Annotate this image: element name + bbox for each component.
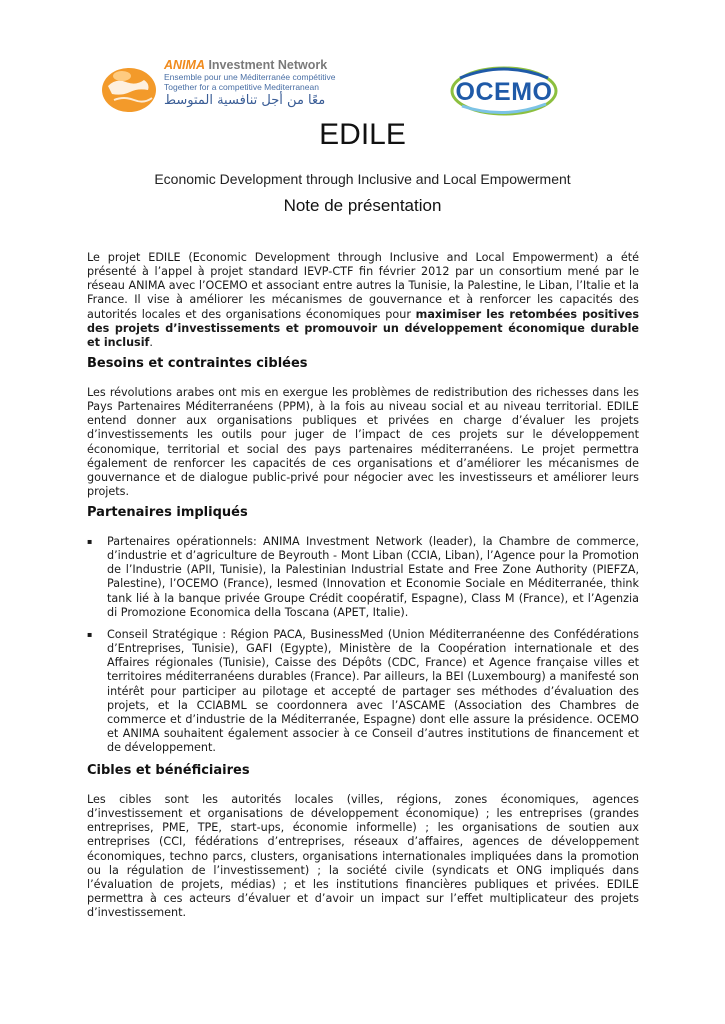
anima-tagline-ar: معًا من أجل تنافسية المتوسط <box>164 93 326 108</box>
anima-logo <box>98 58 348 120</box>
intro-paragraph <box>87 251 639 350</box>
anima-tagline-fr: Ensemble pour une Méditerranée compétitive <box>164 72 336 82</box>
heading-besoins: Besoins et contraintes ciblées <box>87 356 308 371</box>
heading-cibles: Cibles et bénéficiaires <box>87 763 250 778</box>
bullet-square-icon: ▪ <box>87 629 93 639</box>
intro-text-end: . <box>149 335 153 349</box>
partner-text-operational: Partenaires opérationnels: ANIMA Investment Network (leader), la Chambre de commerce, d’industrie et d’agriculture de Beyrouth - Mont Liban (CCIA, Liban), l’Agence pour la Promotion de l’Industrie (APII, Tunisie), la Palestinian Industrial Estate and Free Zone Authority (PIEFZA, Palestine), l’OCEMO (France), Iesmed (Innovation et Economie Sociale en Méditerranée, think tank lié à la banque privée Groupe Crédit coopératif, Espagne), Class M (France), et l’Agenzia di Promozione Economica della Toscana (APET, Italie). <box>107 535 639 619</box>
document-type: Note de présentation <box>283 196 442 215</box>
intro-text: Le projet EDILE (Economic Development through Inclusive and Local Empowerment) a été présenté à l’appel à projet standard IEVP-CTF fin février 2012 par un consortium mené par le réseau ANIMA avec l’OCEMO et associant entre autres la Tunisie, la Palestine, le Liban, l’Italie et la France. Il vise à améliorer les mécanismes de gouvernance et à renforcer les capacités des autorités locales et des organisations économiques pour <box>87 251 639 321</box>
list-item <box>87 535 639 620</box>
page-title: EDILE <box>319 118 406 151</box>
list-item <box>87 628 639 755</box>
anima-title-rest: Investment Network <box>204 58 328 72</box>
anima-title <box>164 58 336 72</box>
ocemo-logo <box>448 64 560 116</box>
besoins-paragraph <box>87 386 639 499</box>
partner-text-strategic: Conseil Stratégique : Région PACA, BusinessMed (Union Méditerranéenne des Confédérations d’Entreprises, Tunisie), GAFI (Egypte), Ministère de la Coopération internationale et des Affaires régionales (Tunisie), Caisse des Dépôts (CDC, France) et Agence française villes et territoires méditerranéens durables (France). Par ailleurs, la BEI (Luxembourg) a manifesté son intérêt pour participer au pilotage et accepté de partager ses méthodes d’évaluation des projets, et la CCIABML se coordonnera avec l’ASCAME (Association des Chambres de commerce et d’industrie de la Méditerranée, Espagne) dont elle assure la présidence. OCEMO et ANIMA souhaitent également associer à ce Conseil d’autres institutions de financement et de développement. <box>107 627 639 755</box>
anima-tagline-en: Together for a competitive Mediterranean <box>164 82 319 92</box>
partners-list <box>87 535 639 763</box>
cibles-text: Les cibles sont les autorités locales (villes, régions, zones économiques, agences d’investissement et organisations de développement économique) ; les entreprises (grandes entreprises, PME, TPE, start-ups, économie informelle) ; les organisations de soutien aux entreprises (CCI, fédérations d’entreprises, réseaux d’affaires, agences de développement économiques, techno parcs, clusters, organisations internationales impliquées dans la promotion ou la régulation de l’investissement) ; la société civile (syndicats et ONG impliqués dans l’évaluation de projets, médias) ; et les institutions financières publiques et privées. EDILE permettra à ces acteurs d’évaluer et d’avoir un impact sur l’effet multiplicateur des projets d’investissement. <box>87 793 639 920</box>
anima-globe-icon <box>98 60 160 114</box>
heading-partenaires: Partenaires impliqués <box>87 505 248 520</box>
besoins-text: Les révolutions arabes ont mis en exergue les problèmes de redistribution des richesses dans les Pays Partenaires Méditerranéens (PPM), à la fois au niveau social et au niveau territorial. EDILE entend donner aux organisations publiques et privées en charge d’évaluer les projets d’investissements les outils pour juger de l’impact de ces projets sur le développement économique, territorial et social des pays partenaires méditerranéens. Le projet permettra également de renforcer les capacités de ces organisations et d’améliorer les mécanismes de gouvernance et de dialogue public-privé pour négocier avec les investisseurs et améliorer leurs projets. <box>87 386 639 499</box>
intro-bold-text: maximiser les retombées positives des projets d’investissements et promouvoir un développement économique durable et inclusif <box>87 307 639 349</box>
bullet-square-icon: ▪ <box>87 537 93 546</box>
anima-brand: ANIMA <box>164 58 205 72</box>
cibles-paragraph <box>87 793 639 920</box>
ocemo-wordmark: OCEMO <box>455 78 553 106</box>
logo-bar <box>0 50 725 120</box>
page-subtitle: Economic Development through Inclusive and Local Empowerment <box>154 171 571 187</box>
